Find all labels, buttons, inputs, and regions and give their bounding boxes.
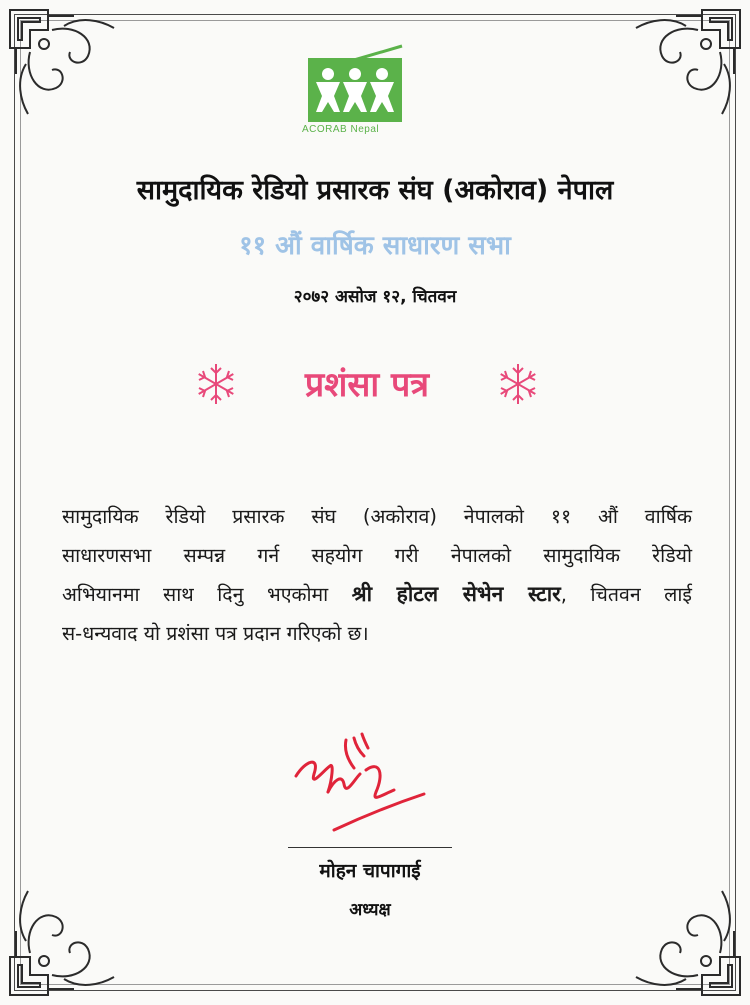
citation-body: [62, 497, 692, 653]
corner-ornament-icon: [4, 4, 154, 154]
award-title: प्रशंसा पत्र: [304, 365, 430, 405]
citation-line: स-धन्यवाद यो प्रशंसा पत्र प्रदान गरिएको छ।: [62, 622, 369, 645]
snowflake-icon: [192, 360, 240, 408]
signature-image: [284, 730, 434, 850]
logo-text: ACORAB Nepal: [302, 124, 380, 135]
recipient-name: श्री होटल सेभेन स्टार: [351, 582, 561, 606]
snowflake-icon: [494, 360, 542, 408]
signatory-title: अध्यक्ष: [349, 900, 391, 920]
citation-text: अभियानमा साथ दिनु भएकोमा: [62, 583, 329, 606]
signature-line: [288, 847, 452, 848]
acorab-logo: [302, 40, 424, 140]
signatory-name: मोहन चापागाई: [319, 860, 421, 882]
date-venue: २०७२ असोज १२, चितवन: [293, 287, 457, 307]
citation-line: सामुदायिक रेडियो प्रसारक संघ (अकोराव) नेपालको ११ औं वार्षिक: [62, 505, 692, 528]
corner-ornament-icon: [4, 851, 154, 1001]
corner-ornament-icon: [596, 4, 746, 154]
organization-name: सामुदायिक रेडियो प्रसारक संघ (अकोराव) नेपाल: [136, 175, 614, 206]
citation-line: [62, 575, 692, 614]
citation-text: , चितवन लाई: [560, 583, 693, 606]
citation-line: साधारणसभा सम्पन्न गर्न सहयोग गरी नेपालको सामुदायिक रेडियो: [62, 544, 692, 567]
people-figures-icon: [308, 62, 402, 118]
corner-ornament-icon: [596, 851, 746, 1001]
assembly-title: ११ औं वार्षिक साधारण सभा: [239, 231, 511, 261]
